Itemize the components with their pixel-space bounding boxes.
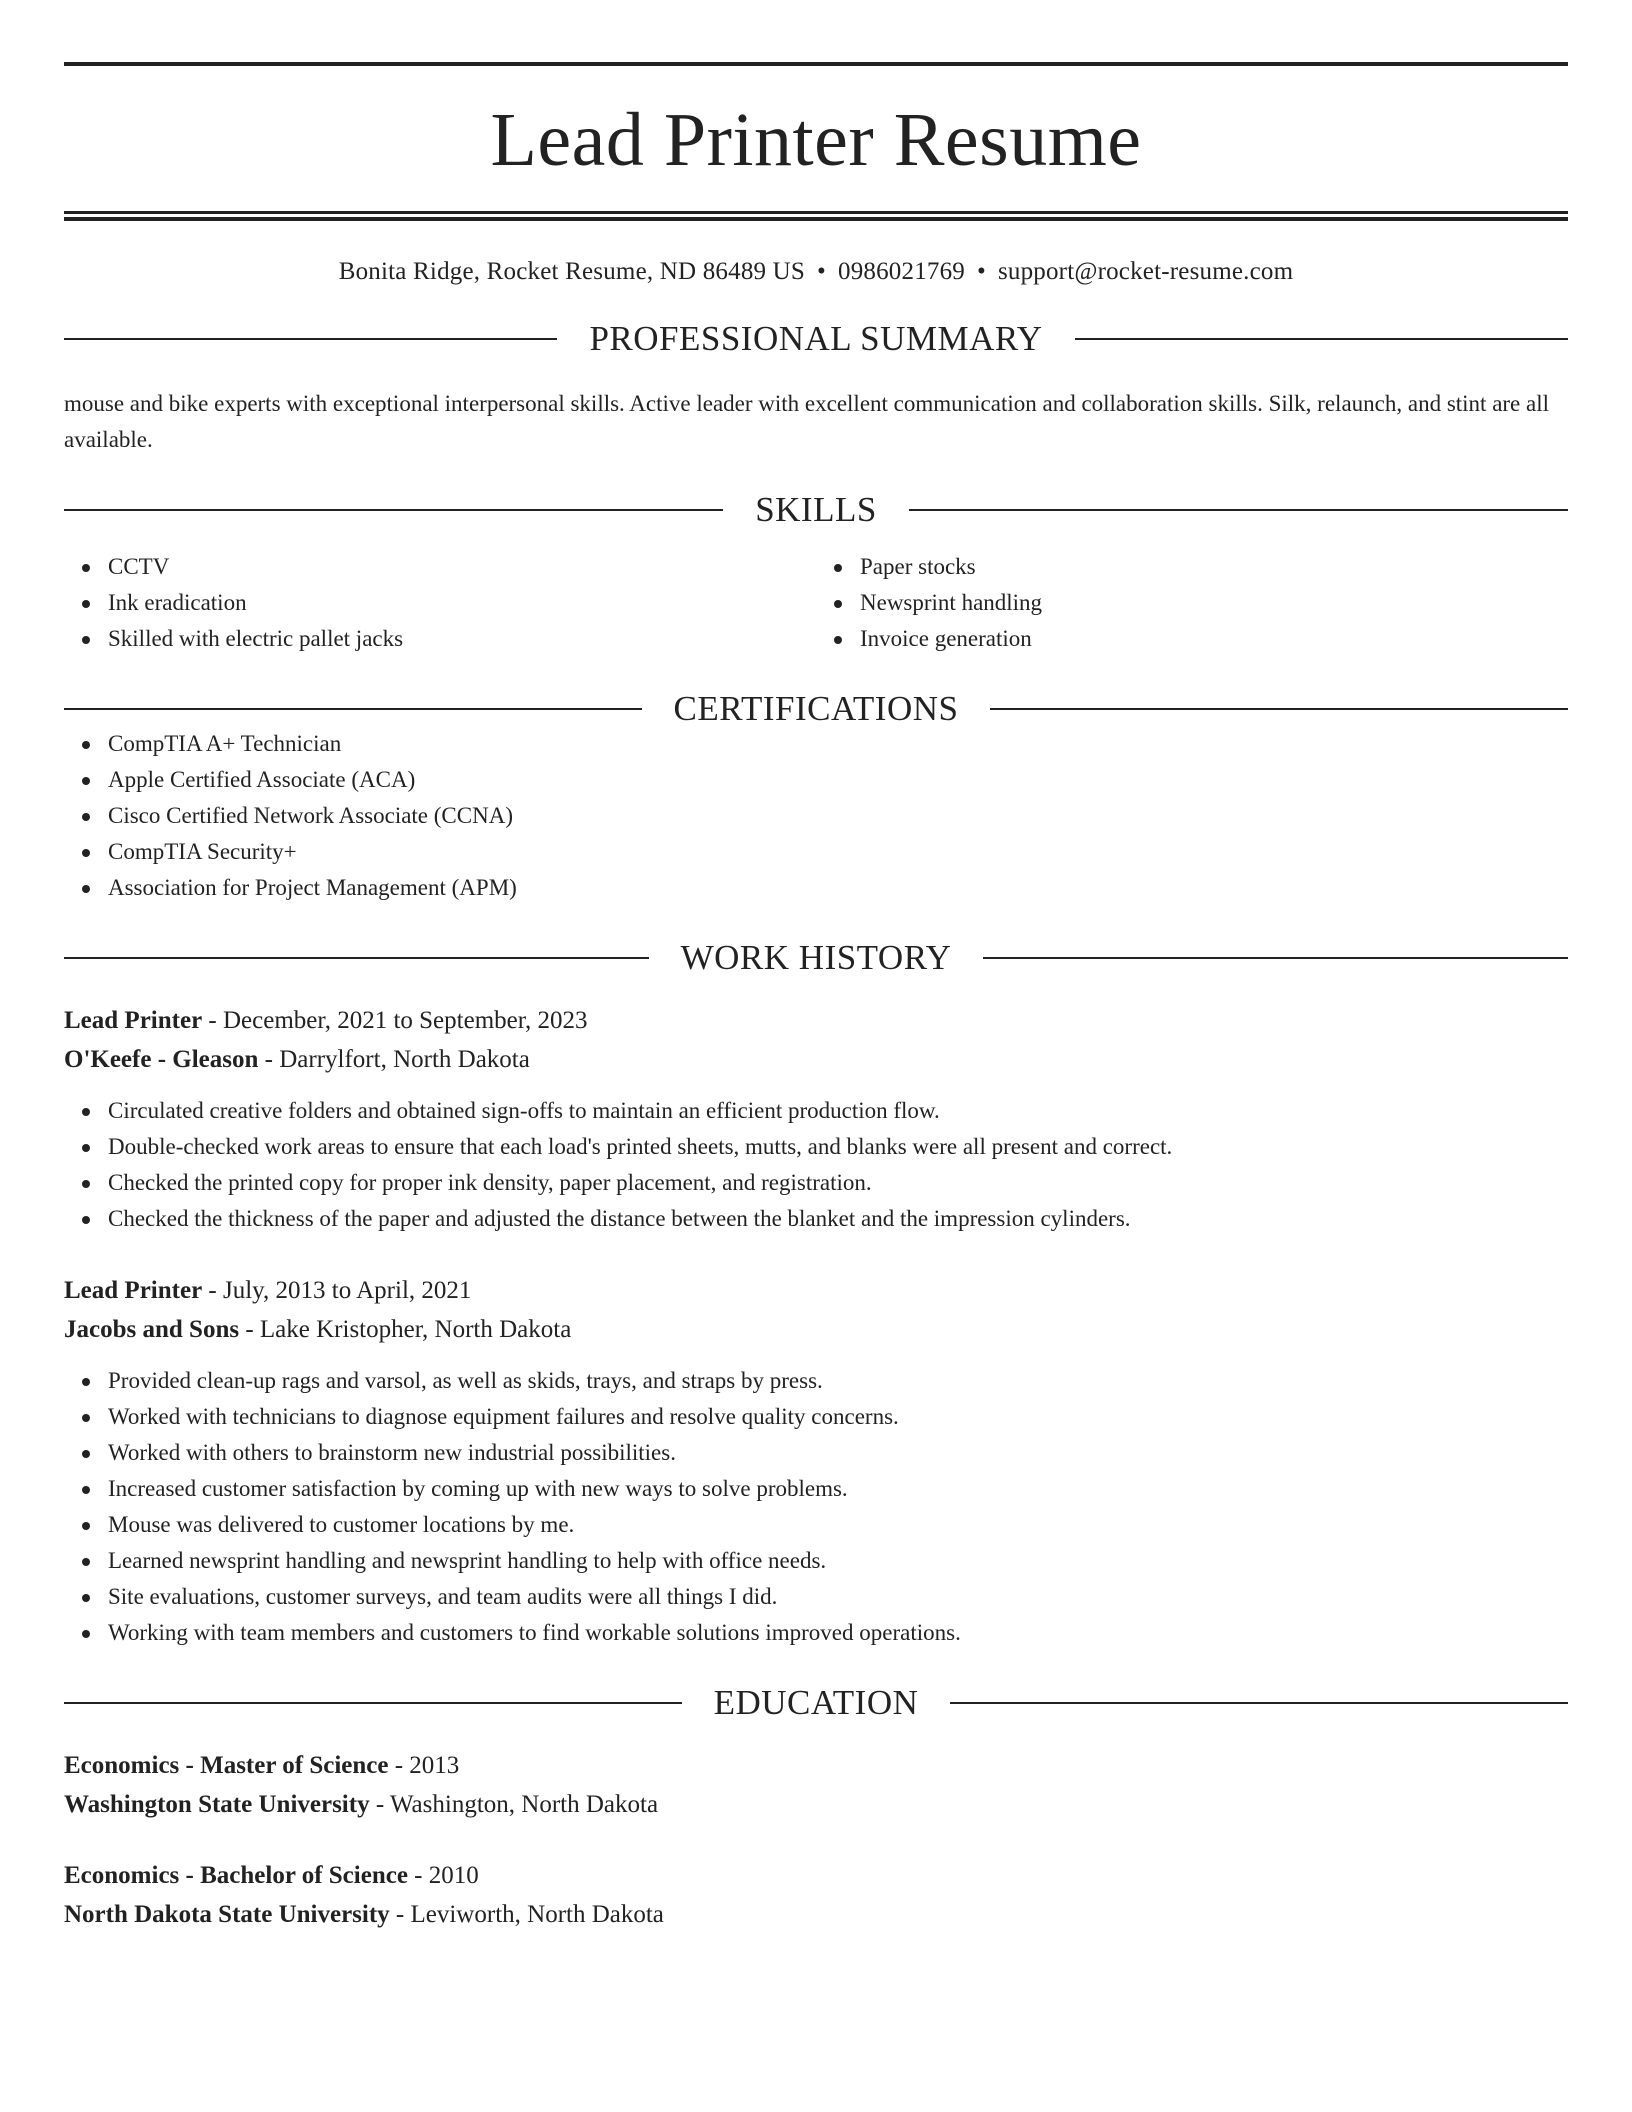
degree-line [64, 1856, 1568, 1895]
job-title-line [64, 1001, 1568, 1040]
skill-item: Newsprint handling [860, 585, 1568, 621]
section-header-summary [64, 321, 1568, 356]
section-title-work-history: WORK HISTORY [680, 938, 952, 977]
divider-line [64, 957, 649, 959]
divider-line [990, 708, 1568, 710]
section-header-certifications [64, 691, 1568, 726]
school-line [64, 1895, 1568, 1934]
job-entry [64, 1001, 1568, 1237]
job-duty-item: Learned newsprint handling and newsprint handling to help with office needs. [108, 1543, 1568, 1579]
job-duty-item: Worked with others to brainstorm new industrial possibilities. [108, 1435, 1568, 1471]
job-company-line [64, 1040, 1568, 1079]
job-duty-item: Checked the printed copy for proper ink density, paper placement, and registration. [108, 1165, 1568, 1201]
job-company-line [64, 1310, 1568, 1349]
job-duty-item: Increased customer satisfaction by coming up with new ways to solve problems. [108, 1471, 1568, 1507]
degree-year: - 2010 [407, 1862, 479, 1889]
contact-email: support@rocket-resume.com [997, 258, 1294, 285]
certification-item: CompTIA A+ Technician [108, 726, 1568, 762]
education-entry [64, 1856, 1568, 1934]
job-title-line [64, 1271, 1568, 1310]
job-duty-item: Site evaluations, customer surveys, and team audits were all things I did. [108, 1579, 1568, 1615]
school: Washington State University [64, 1791, 370, 1818]
title-double-rule [64, 211, 1568, 221]
divider-line [64, 708, 642, 710]
job-company: O'Keefe - Gleason [64, 1046, 259, 1073]
divider-line [64, 338, 557, 340]
divider-line [950, 1702, 1568, 1704]
school-location: - Washington, North Dakota [369, 1791, 659, 1818]
degree-line [64, 1746, 1568, 1785]
job-location: - Lake Kristopher, North Dakota [239, 1316, 572, 1343]
education-entry [64, 1746, 1568, 1824]
job-location: - Darrylfort, North Dakota [258, 1046, 530, 1073]
degree: Economics - Master of Science [64, 1752, 389, 1779]
certifications-list [64, 726, 1568, 906]
skill-item: Paper stocks [860, 549, 1568, 585]
divider-line [909, 509, 1568, 511]
certification-item: Cisco Certified Network Associate (CCNA) [108, 798, 1568, 834]
job-duty-item: Double-checked work areas to ensure that each load's printed sheets, mutts, and blanks were all present and correct. [108, 1129, 1568, 1165]
degree-year: - 2013 [388, 1752, 460, 1779]
skill-item: CCTV [108, 549, 816, 585]
summary-text: mouse and bike experts with exceptional interpersonal skills. Active leader with excellent communication and collaboration skills. Silk, relaunch, and stint are all available. [64, 391, 1550, 452]
contact-line [64, 257, 1568, 287]
job-duty-item: Circulated creative folders and obtained sign-offs to maintain an efficient production flow. [108, 1093, 1568, 1129]
divider-line [983, 957, 1568, 959]
job-duty-item: Worked with technicians to diagnose equipment failures and resolve quality concerns. [108, 1399, 1568, 1435]
job-duty-item: Checked the thickness of the paper and adjusted the distance between the blanket and the impression cylinders. [108, 1201, 1568, 1237]
school-location: - Leviworth, North Dakota [389, 1901, 664, 1928]
job-entry [64, 1271, 1568, 1651]
skills-column-right [816, 549, 1568, 657]
section-title-education: EDUCATION [713, 1683, 919, 1722]
contact-separator: • [977, 258, 986, 285]
divider-line [1075, 338, 1568, 340]
contact-separator: • [817, 258, 826, 285]
skill-item: Ink eradication [108, 585, 816, 621]
degree: Economics - Bachelor of Science [64, 1862, 408, 1889]
contact-phone: 0986021769 [838, 258, 965, 285]
contact-address: Bonita Ridge, Rocket Resume, ND 86489 US [338, 258, 806, 285]
section-header-work-history [64, 940, 1568, 975]
certification-item: Apple Certified Associate (ACA) [108, 762, 1568, 798]
skill-item: Skilled with electric pallet jacks [108, 621, 816, 657]
resume-title: Lead Printer Resume [490, 98, 1142, 182]
job-dates: - July, 2013 to April, 2021 [202, 1277, 472, 1304]
job-duties-list [64, 1363, 1568, 1651]
section-header-education [64, 1685, 1568, 1720]
top-rule [64, 62, 1568, 66]
certification-item: Association for Project Management (APM) [108, 870, 1568, 906]
skill-item: Invoice generation [860, 621, 1568, 657]
job-duty-item: Mouse was delivered to customer locations by me. [108, 1507, 1568, 1543]
job-title: Lead Printer [64, 1277, 203, 1304]
section-title-skills: SKILLS [755, 490, 877, 529]
job-title: Lead Printer [64, 1007, 203, 1034]
certification-item: CompTIA Security+ [108, 834, 1568, 870]
job-dates: - December, 2021 to September, 2023 [202, 1007, 588, 1034]
divider-line [64, 509, 723, 511]
section-header-skills [64, 492, 1568, 527]
job-duty-item: Working with team members and customers to find workable solutions improved operations. [108, 1615, 1568, 1651]
skills-list [64, 549, 1568, 657]
section-title-summary: PROFESSIONAL SUMMARY [589, 319, 1043, 358]
divider-line [64, 1702, 682, 1704]
job-duties-list [64, 1093, 1568, 1237]
school: North Dakota State University [64, 1901, 390, 1928]
section-title-certifications: CERTIFICATIONS [673, 689, 959, 728]
job-company: Jacobs and Sons [64, 1316, 240, 1343]
skills-column-left [64, 549, 816, 657]
school-line [64, 1785, 1568, 1824]
job-duty-item: Provided clean-up rags and varsol, as well as skids, trays, and straps by press. [108, 1363, 1568, 1399]
